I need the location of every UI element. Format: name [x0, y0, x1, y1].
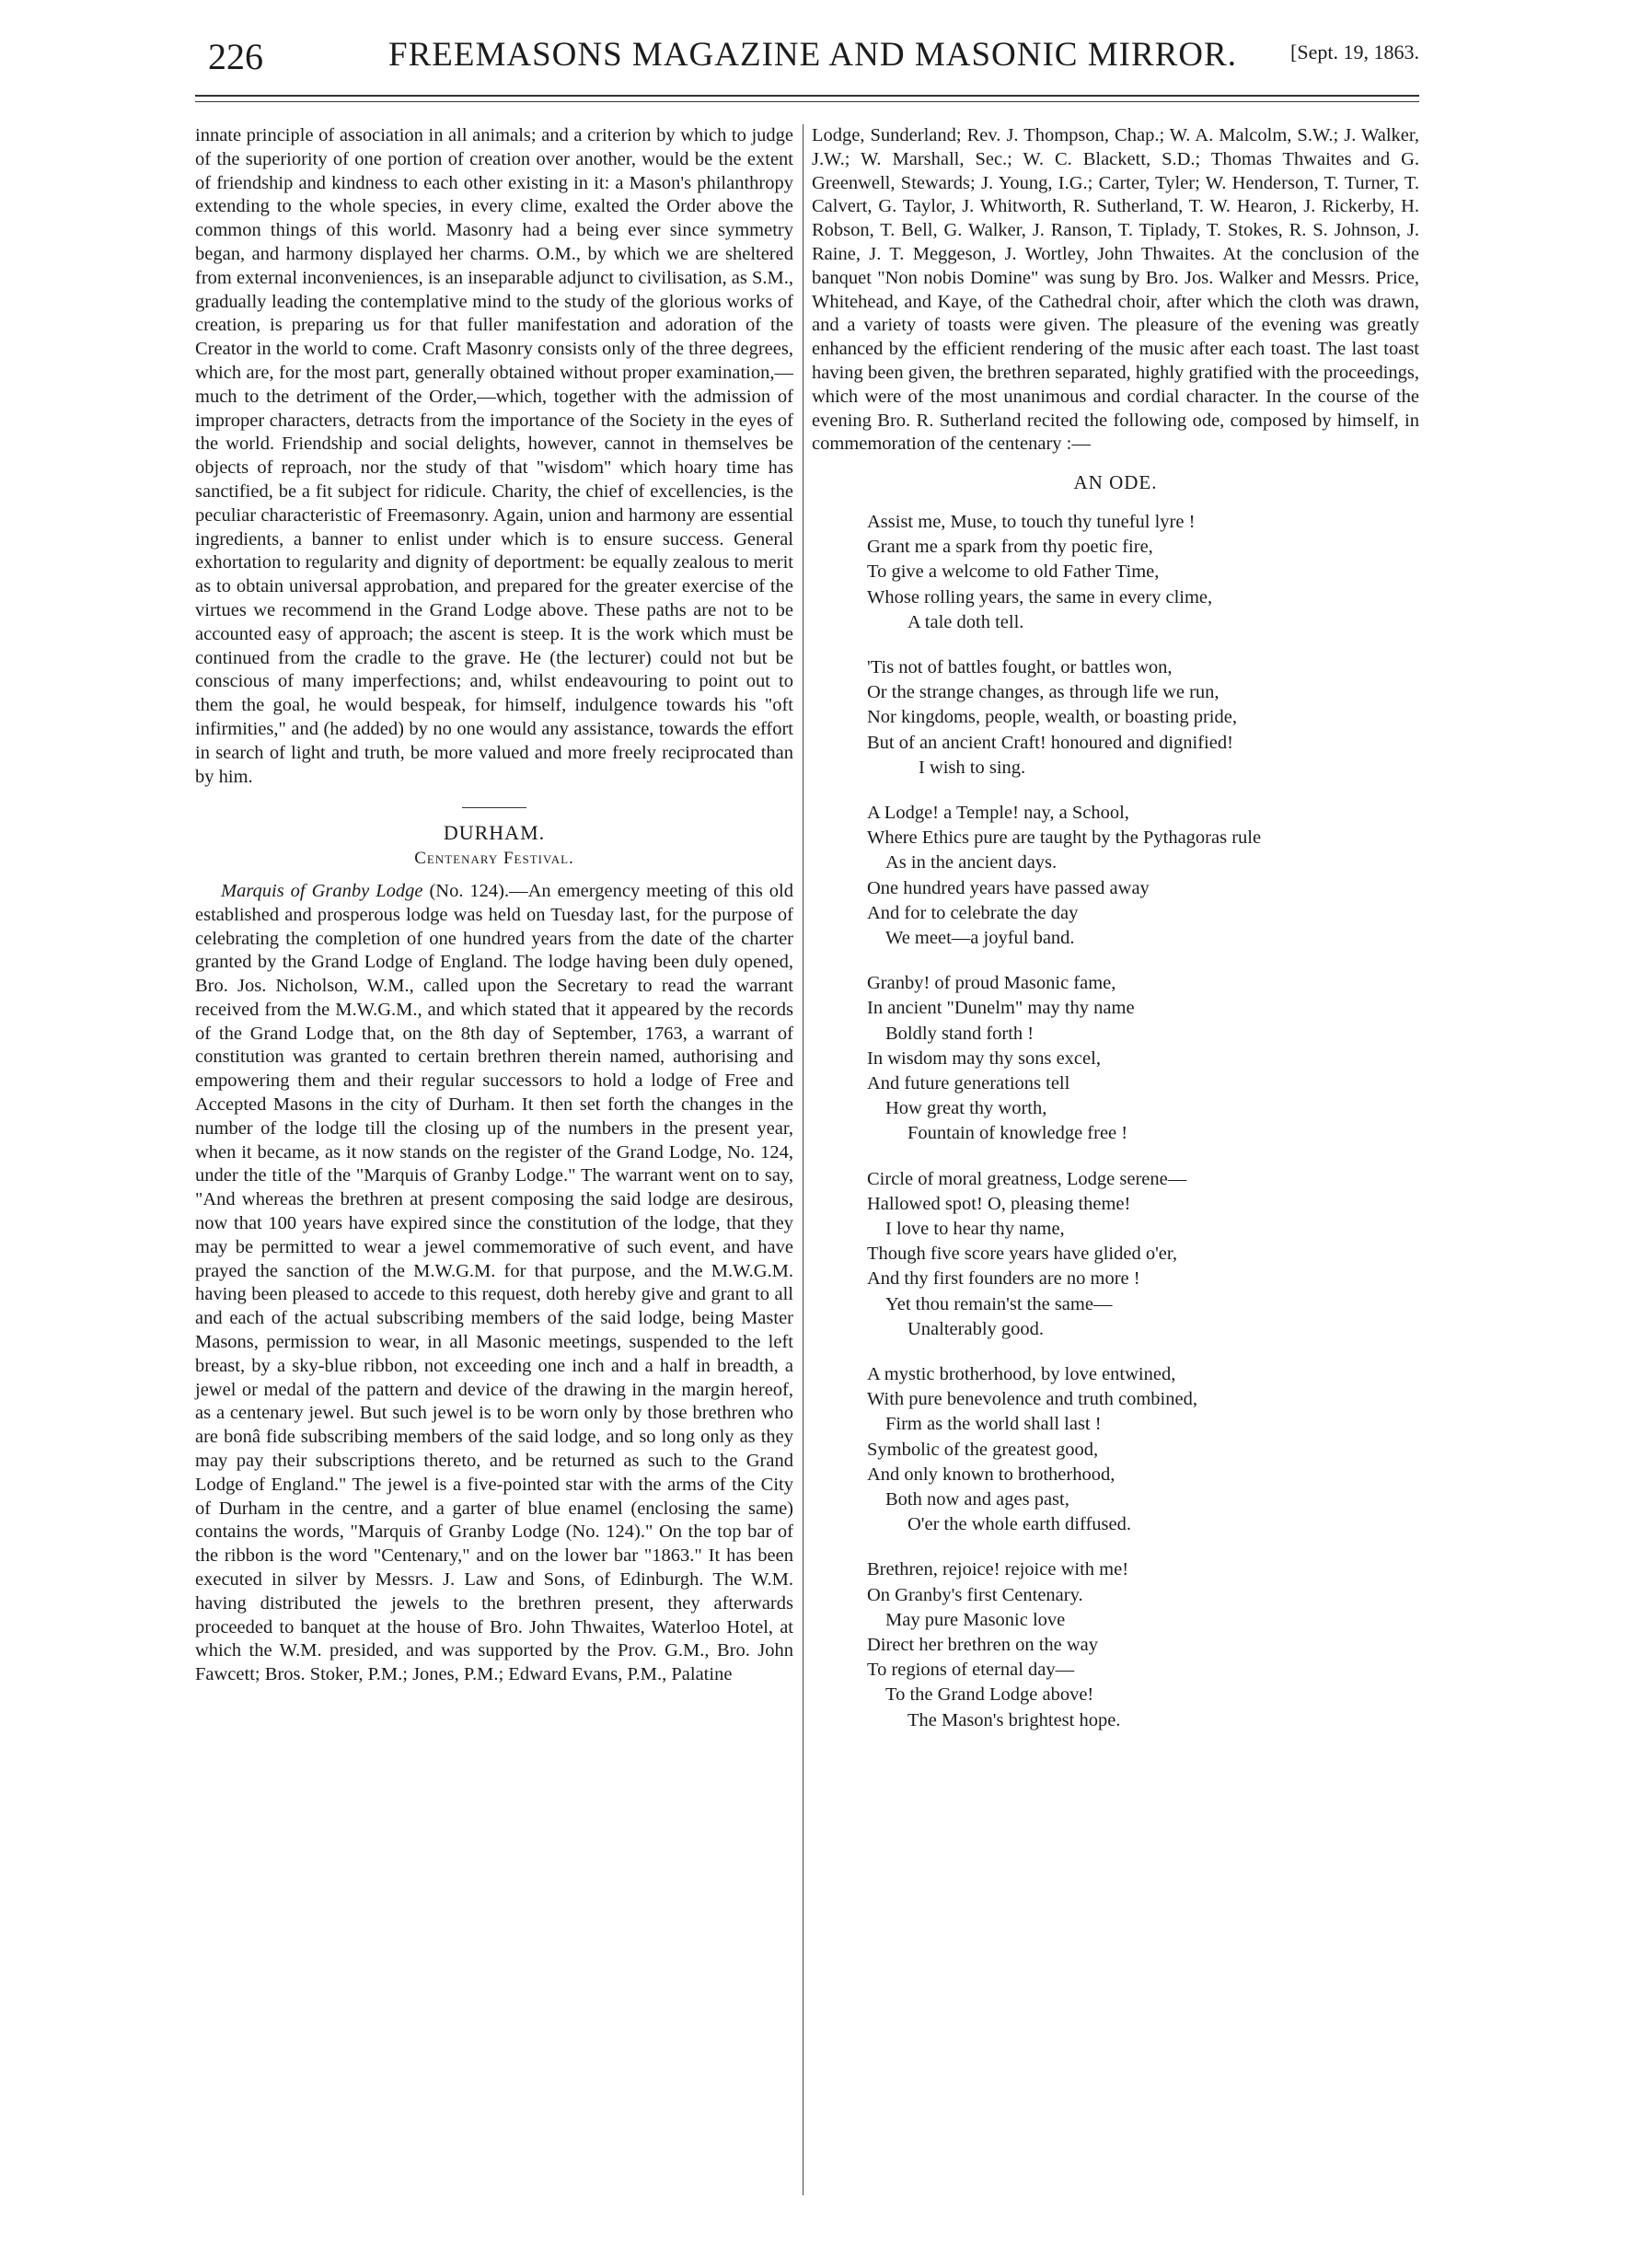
ode-title: AN ODE. — [1073, 471, 1158, 494]
left-column — [195, 124, 793, 1687]
ode-line: Boldly stand forth ! — [885, 1023, 1035, 1044]
running-header — [195, 28, 1419, 83]
ode-stanza-2 — [867, 655, 1419, 781]
ode-line: The Mason's brightest hope. — [907, 1709, 1121, 1730]
ode-line: 'Tis not of battles fought, or battles won, — [867, 656, 1173, 677]
ode-line: Circle of moral greatness, Lodge serene— — [867, 1168, 1187, 1189]
ode-stanza-5 — [867, 1167, 1419, 1342]
ode-line: To regions of eternal day— — [867, 1660, 1075, 1681]
ode-line: One hundred years have passed away — [867, 877, 1150, 898]
ode-line: Symbolic of the greatest good, — [867, 1439, 1099, 1460]
section-title: DURHAM. — [443, 821, 546, 845]
ode-line: And only known to brotherhood, — [867, 1464, 1116, 1485]
header-rule-top — [195, 95, 1419, 97]
ode-line: In wisdom may thy sons excel, — [867, 1047, 1101, 1069]
ode-stanza-3 — [867, 801, 1419, 951]
section-divider — [462, 807, 526, 808]
ode-line: Direct her brethren on the way — [867, 1635, 1099, 1656]
ode-line: Nor kingdoms, people, wealth, or boasting pride, — [867, 707, 1237, 728]
ode-line: But of an ancient Craft! honoured and dignified! — [867, 732, 1233, 753]
ode-stanza-7 — [867, 1557, 1419, 1732]
ode-line: Hallowed spot! O, pleasing theme! — [867, 1193, 1131, 1214]
ode-line: Unalterably good. — [907, 1318, 1045, 1339]
ode-line: A Lodge! a Temple! nay, a School, — [867, 802, 1129, 823]
ode-line: A mystic brotherhood, by love entwined, — [867, 1364, 1176, 1385]
page-number: 226 — [208, 36, 263, 77]
ode-line: To the Grand Lodge above! — [885, 1684, 1094, 1706]
ode-line: To give a welcome to old Father Time, — [867, 561, 1160, 583]
left-paragraph-1: innate principle of association in all animals; and a criterion by which to judge of the superiority of one portion of creation over another, would be the extent of friendship and kindness to each other existing in it: a Mason's philanthropy extending to the whole species, in every clime, exalted the Order above the common things of this world. Masonry had a being ever since symmetry began, and harmony displayed her charms. O.M., by which we are sheltered from external inconveniences, is an inseparable adjunct to civilisation, as S.M., gradually leading the contemplative mind to the study of the glorious works of creation, is preparing us for that fuller manifestation and adoration of the Creator in the world to come. Craft Masonry consists only of the three degrees, which are, for the most part, generally obtained without proper examination,—much to the detriment of the Order,—which, together with the admission of improper characters, detracts from the importance of the Society in the eyes of the world. Friendship and social delights, however, cannot in themselves be objects of reproach, nor the study of that "wisdom" which hoary time has sanctified, be a fit subject for ridicule. Charity, the chief of excellencies, is the peculiar characteristic of Freemasonry. Again, union and harmony are essential ingredients, a banner to enlist under which is to ensure success. General exhortation to regularity and dignity of deportment: be equally zealous to merit as to obtain universal approbation, and prepared for the greater exercise of the virtues we recommend in the Grand Lodge above. These paths are not to be accounted easy of approach; the ascent is steep. It is the work which must be continued from the cradle to the grave. He (the lecturer) could not but be conscious of many imperfections; and, whilst endeavouring to point out to them the goal, he would bespeak, for himself, indulgence towards his "oft infirmities," and (he added) by no one would any assistance, towards the effort in search of light and truth, be more valued and more freely reciprocated than by him. — [195, 125, 793, 787]
publication-title: FREEMASONS MAGAZINE AND MASONIC MIRROR. — [388, 36, 1237, 74]
left-paragraph-2 — [195, 880, 793, 1687]
ode-line: Fountain of knowledge free ! — [907, 1123, 1128, 1144]
ode-stanza-6 — [867, 1362, 1419, 1537]
ode-line: And thy first founders are no more ! — [867, 1268, 1140, 1290]
lodge-name: Marquis of Granby Lodge — [221, 880, 423, 901]
ode-line: Where Ethics pure are taught by the Pythagoras rule — [867, 827, 1262, 849]
ode-line: Granby! of proud Masonic fame, — [867, 973, 1116, 994]
ode-line: And future generations tell — [867, 1073, 1070, 1094]
ode-stanza-4 — [867, 971, 1419, 1146]
header-rule-bottom — [195, 101, 1419, 102]
ode-line: As in the ancient days. — [885, 852, 1058, 874]
ode-line: Though five score years have glided o'er, — [867, 1244, 1178, 1265]
ode-line: Firm as the world shall last ! — [885, 1414, 1102, 1435]
ode-line: Whose rolling years, the same in every clime, — [867, 586, 1213, 608]
ode-line: I wish to sing. — [919, 757, 1026, 778]
ode-line: May pure Masonic love — [885, 1609, 1066, 1630]
section-subtitle: Centenary Festival. — [414, 849, 574, 869]
ode-line: Brethren, rejoice! rejoice with me! — [867, 1559, 1129, 1580]
right-paragraph-1: Lodge, Sunderland; Rev. J. Thompson, Chap.; W. A. Malcolm, S.W.; J. Walker, J.W.; W. Marshall, Sec.; W. C. Blackett, S.D.; Thomas Thwaites and G. Greenwell, Stewards; J. Young, I.G.; Carter, Tyler; W. Henderson, T. Turner, T. Calvert, G. Taylor, J. Whitworth, R. Sutherland, T. W. Hearon, J. Rickerby, H. Robson, T. Bell, G. Walker, J. Ranson, T. Tiplady, T. Stokes, R. S. Johnson, J. Raine, J. T. Meggeson, J. Wortley, John Thwaites. At the conclusion of the banquet "Non nobis Domine" was sung by Bro. Jos. Walker and Messrs. Price, Whitehead, and Kaye, of the Cathedral choir, after which the cloth was drawn, and a variety of toasts were given. The pleasure of the evening was greatly enhanced by the efficient rendering of the music after each toast. The last toast having been given, the brethren separated, highly gratified with the proceedings, which were of the most unanimous and cordial character. In the course of the evening Bro. R. Sutherland recited the following ode, composed by himself, in commemoration of the centenary :— — [812, 125, 1419, 455]
ode-line: Grant me a spark from thy poetic fire, — [867, 537, 1153, 558]
ode-line: On Granby's first Centenary. — [867, 1584, 1083, 1605]
ode-line: I love to hear thy name, — [885, 1219, 1065, 1240]
ode-stanza-1 — [867, 510, 1419, 635]
ode-line: And for to celebrate the day — [867, 902, 1079, 923]
ode-line: How great thy worth, — [885, 1098, 1047, 1119]
ode-line: O'er the whole earth diffused. — [907, 1514, 1131, 1535]
ode-line: Both now and ages past, — [885, 1489, 1069, 1510]
ode-line: With pure benevolence and truth combined, — [867, 1389, 1197, 1410]
ode-line: We meet—a joyful band. — [885, 928, 1075, 948]
ode-line: A tale doth tell. — [907, 611, 1024, 632]
ode-line: In ancient "Dunelm" may thy name — [867, 998, 1135, 1019]
ode-line: Yet thou remain'st the same— — [885, 1293, 1113, 1314]
lodge-report: (No. 124).—An emergency meeting of this old established and prosperous lodge was held on Tuesday last, for the purpose of celebrating the completion of one hundred years from the date of the charter granted by the Grand Lodge of England. The lodge having been duly opened, Bro. Jos. Nicholson, W.M., called upon the Secretary to read the warrant received from the M.W.G.M., and which stated that it appeared by the records of the Grand Lodge that, on the 8th day of September, 1763, a warrant of constitution was granted to certain brethren therein named, authorising and empowering them and their regular successors to hold a lodge of Free and Accepted Masons in the city of Durham. It then set forth the changes in the number of the lodge till the closing up of the numbers in the present year, when it became, as it now stands on the register of the Grand Lodge, No. 124, under the title of the "Marquis of Granby Lodge." The warrant went on to say, "And whereas the brethren at present composing the said lodge are desirous, now that 100 years have expired since the constitution of the lodge, that they may be permitted to wear a jewel commemorative of such event, and have prayed the sanction of the M.W.G.M. for that purpose, and the M.W.G.M. having been pleased to accede to this request, doth hereby give and grant to all and each of the actual subscribing members of the said lodge, being Master Masons, permission to wear, in all Masonic meetings, suspended to the left breast, by a sky-blue ribbon, not exceeding one inch and a half in breadth, a jewel or medal of the pattern and device of the drawing in the margin hereof, as a centenary jewel. But such jewel is to be worn only by those brethren who are bonâ fide subscribing members of the said lodge, and so long only as they may pay their subscriptions thereto, and be returned as such to the Grand Lodge of England." The jewel is a five-pointed star with the arms of the City of Durham in the centre, and a garter of blue enamel (enclosing the same) contains the words, "Marquis of Granby Lodge (No. 124)." On the top bar of the ribbon is the word "Centenary," and on the lower bar "1863." It has been executed in silver by Messrs. J. Law and Sons, of Edinburgh. The W.M. having distributed the jewels to the brethren present, they afterwards proceeded to banquet at the house of Bro. John Thwaites, Waterloo Hotel, at which the W.M. presided, and was supported by the Prov. G.M., Bro. John Fawcett; Bros. Stoker, P.M.; Jones, P.M.; Edward Evans, P.M., Palatine — [195, 880, 793, 1685]
right-column — [812, 124, 1419, 1753]
ode-line: Assist me, Muse, to touch thy tuneful lyre ! — [867, 511, 1196, 532]
issue-date: [Sept. 19, 1863. — [1290, 40, 1419, 64]
ode-line: Or the strange changes, as through life we run, — [867, 682, 1220, 703]
